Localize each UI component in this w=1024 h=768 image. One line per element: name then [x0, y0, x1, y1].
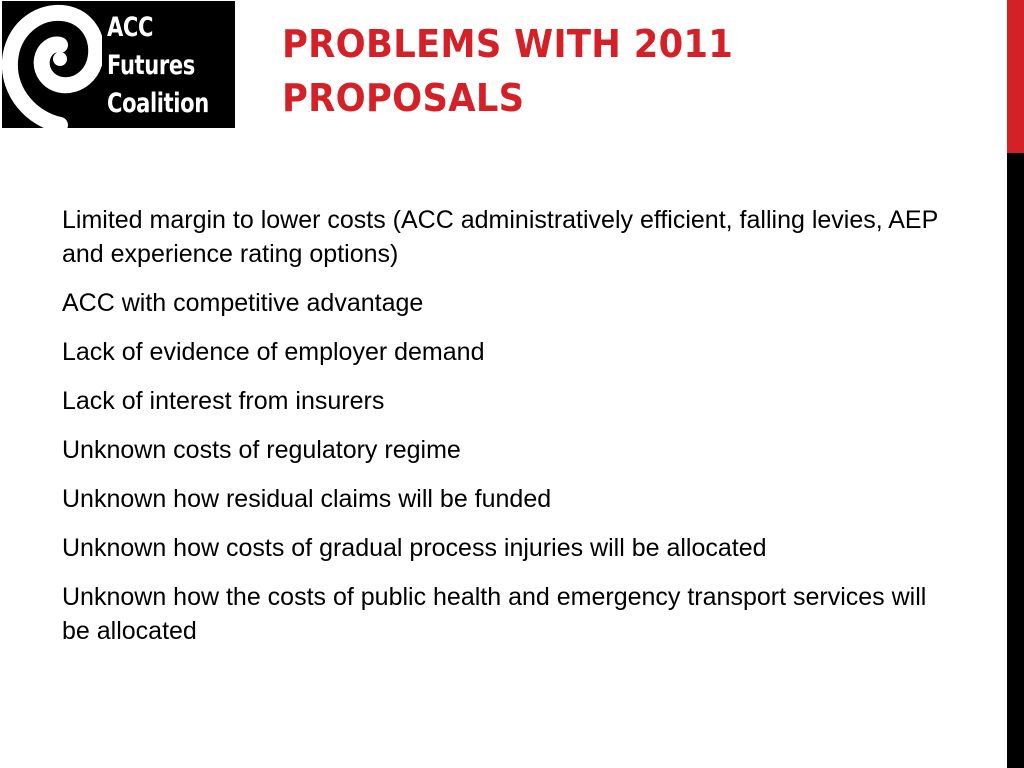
bullet-list — [62, 203, 942, 663]
logo-line-futures: Futures — [107, 50, 195, 81]
bullet-item: Lack of evidence of employer demand — [62, 338, 485, 366]
acc-futures-coalition-logo — [2, 1, 235, 128]
logo-line-coalition: Coalition — [107, 88, 209, 119]
bullet-item: Unknown costs of regulatory regime — [62, 436, 461, 464]
bullet-item: ACC with competitive advantage — [62, 289, 424, 317]
bullet-item: Lack of interest from insurers — [62, 387, 385, 415]
bullet-item: Unknown how the costs of public health and emergency transport services will be allocated — [62, 583, 927, 645]
right-edge-accent — [1007, 0, 1024, 153]
bullet-item: Unknown how residual claims will be funded — [62, 485, 552, 513]
koru-spiral-icon — [2, 1, 102, 128]
slide-title: PROBLEMS WITH 2011 PROPOSALS — [282, 22, 734, 120]
logo-line-acc: ACC — [107, 12, 154, 43]
bullet-item: Limited margin to lower costs (ACC administratively efficient, falling levies, AEP and experience rating options) — [62, 206, 938, 268]
bullet-item: Unknown how costs of gradual process injuries will be allocated — [62, 534, 767, 562]
logo-text — [107, 9, 209, 123]
